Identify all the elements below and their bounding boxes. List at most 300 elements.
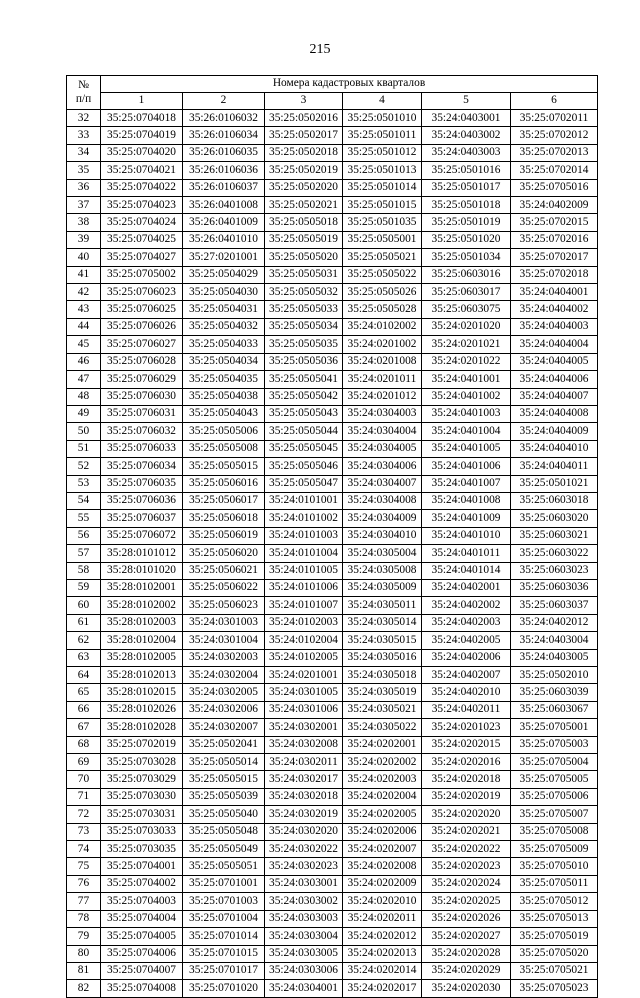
cadastral-number-cell: 35:24:0404005 — [511, 353, 598, 370]
cadastral-number-cell: 35:24:0305021 — [343, 701, 422, 718]
cadastral-number-cell: 35:24:0303005 — [265, 945, 343, 962]
cadastral-number-cell: 35:24:0102004 — [265, 632, 343, 649]
cadastral-number-cell: 35:25:0504029 — [183, 266, 265, 283]
cadastral-number-cell: 35:25:0705011 — [511, 875, 598, 892]
table-row — [67, 388, 598, 405]
cadastral-number-cell: 35:25:0505041 — [265, 371, 343, 388]
cadastral-number-cell: 35:25:0505051 — [183, 858, 265, 875]
cadastral-number-cell: 35:25:0705005 — [511, 771, 598, 788]
table-row — [67, 510, 598, 527]
row-number-cell: 43 — [67, 301, 101, 318]
row-number-cell: 63 — [67, 649, 101, 666]
cadastral-number-cell: 35:25:0706031 — [101, 405, 183, 422]
cadastral-number-cell: 35:26:0106036 — [183, 162, 265, 179]
cadastral-number-cell: 35:24:0402002 — [422, 597, 511, 614]
cadastral-number-cell: 35:24:0304003 — [343, 405, 422, 422]
cadastral-number-cell: 35:24:0404001 — [511, 284, 598, 301]
row-number-cell: 74 — [67, 841, 101, 858]
cadastral-number-cell: 35:24:0201022 — [422, 353, 511, 370]
cadastral-number-cell: 35:25:0504031 — [183, 301, 265, 318]
column-number-header: 3 — [265, 93, 343, 110]
cadastral-number-cell: 35:24:0301005 — [265, 684, 343, 701]
row-number-cell: 51 — [67, 440, 101, 457]
table-row — [67, 754, 598, 771]
row-number-cell: 32 — [67, 110, 101, 127]
column-number-header: 4 — [343, 93, 422, 110]
cadastral-number-cell: 35:25:0504034 — [183, 353, 265, 370]
table-row — [67, 579, 598, 596]
row-number-cell: 57 — [67, 545, 101, 562]
cadastral-number-cell: 35:25:0703030 — [101, 788, 183, 805]
cadastral-number-cell: 35:28:0102003 — [101, 614, 183, 631]
cadastral-number-cell: 35:25:0701015 — [183, 945, 265, 962]
cadastral-number-cell: 35:24:0302020 — [265, 823, 343, 840]
row-number-cell: 76 — [67, 875, 101, 892]
cadastral-quarters-table — [66, 75, 598, 998]
cadastral-number-cell: 35:24:0401010 — [422, 527, 511, 544]
cadastral-number-cell: 35:24:0101003 — [265, 527, 343, 544]
cadastral-number-cell: 35:25:0703033 — [101, 823, 183, 840]
cadastral-number-cell: 35:25:0501016 — [422, 162, 511, 179]
table-row — [67, 336, 598, 353]
cadastral-number-cell: 35:25:0506018 — [183, 510, 265, 527]
cadastral-number-cell: 35:24:0101005 — [265, 562, 343, 579]
cadastral-number-cell: 35:26:0401008 — [183, 197, 265, 214]
table-row — [67, 875, 598, 892]
cadastral-number-cell: 35:25:0704021 — [101, 162, 183, 179]
row-number-cell: 62 — [67, 632, 101, 649]
cadastral-number-cell: 35:25:0505006 — [183, 423, 265, 440]
cadastral-number-cell: 35:25:0703035 — [101, 841, 183, 858]
cadastral-number-cell: 35:24:0401002 — [422, 388, 511, 405]
cadastral-number-cell: 35:24:0101007 — [265, 597, 343, 614]
cadastral-number-cell: 35:24:0305014 — [343, 614, 422, 631]
cadastral-number-cell: 35:25:0505033 — [265, 301, 343, 318]
cadastral-number-cell: 35:24:0305008 — [343, 562, 422, 579]
row-number-cell: 46 — [67, 353, 101, 370]
table-row — [67, 110, 598, 127]
cadastral-number-cell: 35:25:0706023 — [101, 284, 183, 301]
cadastral-number-cell: 35:25:0703029 — [101, 771, 183, 788]
cadastral-number-cell: 35:24:0202015 — [422, 736, 511, 753]
cadastral-number-cell: 35:25:0505044 — [265, 423, 343, 440]
row-number-header-symbol: № — [78, 79, 89, 92]
cadastral-number-cell: 35:25:0706036 — [101, 492, 183, 509]
cadastral-number-cell: 35:24:0302008 — [265, 736, 343, 753]
cadastral-number-cell: 35:26:0106035 — [183, 144, 265, 161]
cadastral-number-cell: 35:24:0401006 — [422, 458, 511, 475]
cadastral-number-cell: 35:25:0505040 — [183, 806, 265, 823]
cadastral-number-cell: 35:25:0701004 — [183, 910, 265, 927]
cadastral-number-cell: 35:25:0504033 — [183, 336, 265, 353]
cadastral-number-cell: 35:25:0505043 — [265, 405, 343, 422]
cadastral-number-cell: 35:24:0202008 — [343, 858, 422, 875]
cadastral-number-cell: 35:25:0702015 — [511, 214, 598, 231]
cadastral-number-cell: 35:25:0705016 — [511, 179, 598, 196]
cadastral-number-cell: 35:25:0505031 — [265, 266, 343, 283]
cadastral-number-cell: 35:24:0202022 — [422, 841, 511, 858]
cadastral-number-cell: 35:24:0302022 — [265, 841, 343, 858]
cadastral-number-cell: 35:24:0305018 — [343, 667, 422, 684]
table-row — [67, 771, 598, 788]
cadastral-number-cell: 35:24:0303002 — [265, 893, 343, 910]
cadastral-number-cell: 35:25:0502041 — [183, 736, 265, 753]
table-row — [67, 701, 598, 718]
cadastral-number-cell: 35:25:0603067 — [511, 701, 598, 718]
cadastral-number-cell: 35:24:0403004 — [511, 632, 598, 649]
cadastral-number-cell: 35:25:0501020 — [422, 231, 511, 248]
cadastral-number-cell: 35:24:0301003 — [183, 614, 265, 631]
cadastral-number-cell: 35:24:0301004 — [183, 632, 265, 649]
cadastral-number-cell: 35:24:0202014 — [343, 962, 422, 979]
cadastral-number-cell: 35:25:0704008 — [101, 980, 183, 997]
table-row — [67, 144, 598, 161]
table-row — [67, 353, 598, 370]
cadastral-number-cell: 35:25:0603075 — [422, 301, 511, 318]
table-row — [67, 841, 598, 858]
cadastral-number-cell: 35:25:0603036 — [511, 579, 598, 596]
row-number-cell: 66 — [67, 701, 101, 718]
table-row — [67, 492, 598, 509]
cadastral-number-cell: 35:25:0501010 — [343, 110, 422, 127]
cadastral-number-cell: 35:24:0302007 — [183, 719, 265, 736]
cadastral-number-cell: 35:25:0706034 — [101, 458, 183, 475]
row-number-cell: 75 — [67, 858, 101, 875]
cadastral-number-cell: 35:24:0402012 — [511, 614, 598, 631]
cadastral-number-cell: 35:25:0506019 — [183, 527, 265, 544]
cadastral-number-cell: 35:25:0704004 — [101, 910, 183, 927]
table-row — [67, 318, 598, 335]
page-number: 215 — [309, 42, 331, 57]
table-row — [67, 823, 598, 840]
cadastral-number-cell: 35:24:0202011 — [343, 910, 422, 927]
cadastral-number-cell: 35:25:0702012 — [511, 127, 598, 144]
row-number-cell: 33 — [67, 127, 101, 144]
cadastral-number-cell: 35:25:0705007 — [511, 806, 598, 823]
cadastral-number-cell: 35:24:0202029 — [422, 962, 511, 979]
row-number-cell: 47 — [67, 371, 101, 388]
cadastral-number-cell: 35:25:0504030 — [183, 284, 265, 301]
row-number-cell: 82 — [67, 980, 101, 997]
cadastral-number-cell: 35:25:0506023 — [183, 597, 265, 614]
table-row — [67, 928, 598, 945]
table-row — [67, 301, 598, 318]
cadastral-number-cell: 35:24:0402011 — [422, 701, 511, 718]
cadastral-number-cell: 35:25:0703028 — [101, 754, 183, 771]
column-number-header: 5 — [422, 93, 511, 110]
cadastral-number-cell: 35:24:0201023 — [422, 719, 511, 736]
cadastral-number-cell: 35:25:0505008 — [183, 440, 265, 457]
cadastral-number-cell: 35:28:0102015 — [101, 684, 183, 701]
cadastral-number-cell: 35:25:0501013 — [343, 162, 422, 179]
row-number-cell: 69 — [67, 754, 101, 771]
table-row — [67, 806, 598, 823]
cadastral-number-cell: 35:24:0102003 — [265, 614, 343, 631]
cadastral-number-cell: 35:24:0403001 — [422, 110, 511, 127]
cadastral-number-cell: 35:24:0201008 — [343, 353, 422, 370]
cadastral-number-cell: 35:24:0401004 — [422, 423, 511, 440]
cadastral-number-cell: 35:24:0302006 — [183, 701, 265, 718]
table-row — [67, 545, 598, 562]
table-row — [67, 736, 598, 753]
cadastral-number-cell: 35:24:0201021 — [422, 336, 511, 353]
cadastral-number-cell: 35:25:0702019 — [101, 736, 183, 753]
table-row — [67, 667, 598, 684]
table-row — [67, 614, 598, 631]
cadastral-number-cell: 35:25:0505035 — [265, 336, 343, 353]
table-row — [67, 562, 598, 579]
cadastral-number-cell: 35:25:0603022 — [511, 545, 598, 562]
cadastral-number-cell: 35:25:0705020 — [511, 945, 598, 962]
cadastral-number-cell: 35:25:0504043 — [183, 405, 265, 422]
row-number-cell: 58 — [67, 562, 101, 579]
cadastral-number-cell: 35:25:0705019 — [511, 928, 598, 945]
cadastral-number-cell: 35:24:0401003 — [422, 405, 511, 422]
cadastral-number-cell: 35:24:0305011 — [343, 597, 422, 614]
cadastral-number-cell: 35:25:0505028 — [343, 301, 422, 318]
table-row — [67, 632, 598, 649]
cadastral-number-cell: 35:25:0705009 — [511, 841, 598, 858]
cadastral-number-cell: 35:25:0705012 — [511, 893, 598, 910]
row-number-cell: 64 — [67, 667, 101, 684]
row-number-cell: 79 — [67, 928, 101, 945]
cadastral-number-cell: 35:25:0505034 — [265, 318, 343, 335]
cadastral-number-cell: 35:24:0404009 — [511, 423, 598, 440]
cadastral-number-cell: 35:24:0301006 — [265, 701, 343, 718]
row-number-cell: 67 — [67, 719, 101, 736]
cadastral-number-cell: 35:28:0102002 — [101, 597, 183, 614]
cadastral-number-cell: 35:25:0705010 — [511, 858, 598, 875]
cadastral-number-cell: 35:25:0504035 — [183, 371, 265, 388]
cadastral-number-cell: 35:25:0505015 — [183, 771, 265, 788]
cadastral-number-cell: 35:24:0401001 — [422, 371, 511, 388]
cadastral-number-cell: 35:25:0501015 — [343, 197, 422, 214]
cadastral-number-cell: 35:25:0506017 — [183, 492, 265, 509]
row-number-cell: 49 — [67, 405, 101, 422]
cadastral-number-cell: 35:24:0202028 — [422, 945, 511, 962]
table-row — [67, 440, 598, 457]
table-row — [67, 371, 598, 388]
column-number-header: 1 — [101, 93, 183, 110]
table-row — [67, 788, 598, 805]
cadastral-number-cell: 35:24:0305004 — [343, 545, 422, 562]
cadastral-number-cell: 35:24:0304008 — [343, 492, 422, 509]
cadastral-number-cell: 35:24:0202003 — [343, 771, 422, 788]
cadastral-number-cell: 35:26:0401009 — [183, 214, 265, 231]
cadastral-number-cell: 35:25:0701001 — [183, 875, 265, 892]
cadastral-number-cell: 35:24:0402010 — [422, 684, 511, 701]
cadastral-number-cell: 35:25:0502020 — [265, 179, 343, 196]
row-number-cell: 34 — [67, 144, 101, 161]
cadastral-number-cell: 35:24:0201020 — [422, 318, 511, 335]
row-number-cell: 68 — [67, 736, 101, 753]
cadastral-number-cell: 35:26:0106037 — [183, 179, 265, 196]
cadastral-number-cell: 35:25:0501012 — [343, 144, 422, 161]
cadastral-number-cell: 35:25:0502010 — [511, 667, 598, 684]
cadastral-number-cell: 35:25:0501017 — [422, 179, 511, 196]
row-number-cell: 55 — [67, 510, 101, 527]
row-number-cell: 73 — [67, 823, 101, 840]
cadastral-number-cell: 35:25:0501011 — [343, 127, 422, 144]
cadastral-number-cell: 35:25:0506021 — [183, 562, 265, 579]
cadastral-number-cell: 35:27:0201001 — [183, 249, 265, 266]
column-numbers-row — [67, 93, 598, 110]
cadastral-number-cell: 35:24:0403002 — [422, 127, 511, 144]
cadastral-number-cell: 35:24:0305019 — [343, 684, 422, 701]
cadastral-number-cell: 35:24:0404011 — [511, 458, 598, 475]
cadastral-number-cell: 35:25:0505026 — [343, 284, 422, 301]
cadastral-number-cell: 35:25:0704003 — [101, 893, 183, 910]
cadastral-number-cell: 35:24:0402009 — [511, 197, 598, 214]
cadastral-number-cell: 35:25:0506022 — [183, 579, 265, 596]
cadastral-number-cell: 35:24:0404008 — [511, 405, 598, 422]
cadastral-number-cell: 35:25:0506020 — [183, 545, 265, 562]
table-row — [67, 405, 598, 422]
cadastral-number-cell: 35:25:0706029 — [101, 371, 183, 388]
cadastral-number-cell: 35:24:0202025 — [422, 893, 511, 910]
table-row — [67, 162, 598, 179]
cadastral-number-cell: 35:28:0102001 — [101, 579, 183, 596]
cadastral-number-cell: 35:25:0706030 — [101, 388, 183, 405]
table-row — [67, 475, 598, 492]
cadastral-number-cell: 35:24:0402007 — [422, 667, 511, 684]
cadastral-number-cell: 35:25:0704024 — [101, 214, 183, 231]
cadastral-number-cell: 35:25:0501019 — [422, 214, 511, 231]
row-number-cell: 40 — [67, 249, 101, 266]
row-number-cell: 80 — [67, 945, 101, 962]
cadastral-number-cell: 35:25:0603018 — [511, 492, 598, 509]
cadastral-number-cell: 35:24:0202024 — [422, 875, 511, 892]
cadastral-number-cell: 35:24:0202010 — [343, 893, 422, 910]
cadastral-number-cell: 35:24:0202012 — [343, 928, 422, 945]
table-row — [67, 527, 598, 544]
cadastral-number-cell: 35:25:0504032 — [183, 318, 265, 335]
cadastral-number-cell: 35:25:0705002 — [101, 266, 183, 283]
cadastral-number-cell: 35:25:0505032 — [265, 284, 343, 301]
cadastral-number-cell: 35:28:0102005 — [101, 649, 183, 666]
cadastral-number-cell: 35:28:0101020 — [101, 562, 183, 579]
row-number-cell: 61 — [67, 614, 101, 631]
cadastral-number-cell: 35:25:0706037 — [101, 510, 183, 527]
cadastral-number-cell: 35:25:0701017 — [183, 962, 265, 979]
cadastral-number-cell: 35:24:0401005 — [422, 440, 511, 457]
table-row — [67, 893, 598, 910]
cadastral-number-cell: 35:24:0202002 — [343, 754, 422, 771]
cadastral-number-cell: 35:25:0505015 — [183, 458, 265, 475]
table-row — [67, 980, 598, 997]
row-number-cell: 71 — [67, 788, 101, 805]
cadastral-number-cell: 35:25:0704001 — [101, 858, 183, 875]
row-number-cell: 37 — [67, 197, 101, 214]
table-row — [67, 910, 598, 927]
cadastral-number-cell: 35:24:0402001 — [422, 579, 511, 596]
cadastral-number-cell: 35:24:0305015 — [343, 632, 422, 649]
cadastral-number-cell: 35:24:0202006 — [343, 823, 422, 840]
cadastral-number-cell: 35:25:0504038 — [183, 388, 265, 405]
cadastral-number-cell: 35:25:0704019 — [101, 127, 183, 144]
row-number-cell: 59 — [67, 579, 101, 596]
cadastral-number-cell: 35:25:0603020 — [511, 510, 598, 527]
cadastral-number-cell: 35:24:0404003 — [511, 318, 598, 335]
cadastral-number-cell: 35:24:0202019 — [422, 788, 511, 805]
row-number-cell: 52 — [67, 458, 101, 475]
cadastral-number-cell: 35:25:0704002 — [101, 875, 183, 892]
cadastral-number-cell: 35:25:0505022 — [343, 266, 422, 283]
cadastral-number-cell: 35:25:0505021 — [343, 249, 422, 266]
cadastral-number-cell: 35:25:0704018 — [101, 110, 183, 127]
cadastral-number-cell: 35:25:0704005 — [101, 928, 183, 945]
cadastral-number-cell: 35:25:0502018 — [265, 144, 343, 161]
cadastral-number-cell: 35:24:0305009 — [343, 579, 422, 596]
table-row — [67, 249, 598, 266]
cadastral-number-cell: 35:24:0302018 — [265, 788, 343, 805]
cadastral-number-cell: 35:25:0702013 — [511, 144, 598, 161]
cadastral-number-cell: 35:25:0505042 — [265, 388, 343, 405]
row-number-cell: 39 — [67, 231, 101, 248]
cadastral-number-cell: 35:24:0102002 — [343, 318, 422, 335]
cadastral-number-cell: 35:25:0706032 — [101, 423, 183, 440]
cadastral-number-cell: 35:24:0302003 — [183, 649, 265, 666]
cadastral-number-cell: 35:24:0404007 — [511, 388, 598, 405]
table-row — [67, 858, 598, 875]
cadastral-number-cell: 35:24:0404002 — [511, 301, 598, 318]
cadastral-number-cell: 35:24:0404004 — [511, 336, 598, 353]
row-number-cell: 38 — [67, 214, 101, 231]
cadastral-number-cell: 35:24:0303004 — [265, 928, 343, 945]
cadastral-number-cell: 35:25:0705003 — [511, 736, 598, 753]
row-number-cell: 35 — [67, 162, 101, 179]
cadastral-number-cell: 35:25:0704022 — [101, 179, 183, 196]
cadastral-number-cell: 35:24:0302017 — [265, 771, 343, 788]
row-number-cell: 70 — [67, 771, 101, 788]
cadastral-number-cell: 35:25:0705001 — [511, 719, 598, 736]
row-number-cell: 45 — [67, 336, 101, 353]
cadastral-number-cell: 35:24:0401011 — [422, 545, 511, 562]
cadastral-number-cell: 35:24:0302019 — [265, 806, 343, 823]
cadastral-number-cell: 35:25:0505039 — [183, 788, 265, 805]
cadastral-number-cell: 35:25:0502019 — [265, 162, 343, 179]
row-number-cell: 44 — [67, 318, 101, 335]
row-number-cell: 42 — [67, 284, 101, 301]
cadastral-number-cell: 35:25:0704007 — [101, 962, 183, 979]
cadastral-number-cell: 35:24:0101004 — [265, 545, 343, 562]
cadastral-number-cell: 35:24:0102005 — [265, 649, 343, 666]
cadastral-number-cell: 35:25:0705013 — [511, 910, 598, 927]
cadastral-number-cell: 35:24:0302011 — [265, 754, 343, 771]
cadastral-number-cell: 35:28:0102004 — [101, 632, 183, 649]
cadastral-number-cell: 35:24:0304009 — [343, 510, 422, 527]
cadastral-number-cell: 35:24:0303003 — [265, 910, 343, 927]
cadastral-number-cell: 35:25:0704027 — [101, 249, 183, 266]
cadastral-number-cell: 35:24:0201011 — [343, 371, 422, 388]
cadastral-number-cell: 35:25:0501035 — [343, 214, 422, 231]
cadastral-number-cell: 35:26:0106034 — [183, 127, 265, 144]
cadastral-number-cell: 35:24:0401008 — [422, 492, 511, 509]
cadastral-number-cell: 35:25:0702014 — [511, 162, 598, 179]
row-number-cell: 36 — [67, 179, 101, 196]
cadastral-number-cell: 35:24:0201001 — [265, 667, 343, 684]
cadastral-number-cell: 35:24:0305022 — [343, 719, 422, 736]
cadastral-number-cell: 35:25:0702017 — [511, 249, 598, 266]
cadastral-number-cell: 35:25:0706033 — [101, 440, 183, 457]
cadastral-number-cell: 35:24:0202013 — [343, 945, 422, 962]
cadastral-number-cell: 35:24:0202030 — [422, 980, 511, 997]
table-body — [67, 110, 598, 998]
table-row — [67, 197, 598, 214]
cadastral-number-cell: 35:26:0106032 — [183, 110, 265, 127]
cadastral-number-cell: 35:24:0305016 — [343, 649, 422, 666]
cadastral-number-cell: 35:25:0705004 — [511, 754, 598, 771]
